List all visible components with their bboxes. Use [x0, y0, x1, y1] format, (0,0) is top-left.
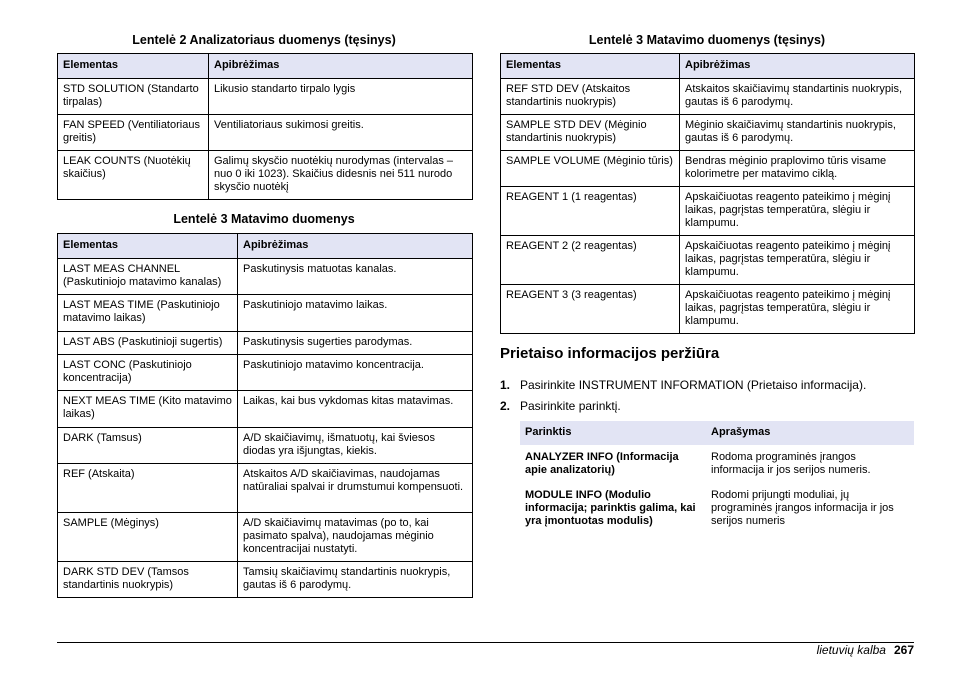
column-header: Apibrėžimas: [680, 54, 915, 79]
analyzer-data-table: [57, 53, 473, 200]
table-row: [58, 115, 473, 151]
table-row: [501, 115, 915, 151]
table-row: [501, 236, 915, 285]
element-cell: REAGENT 1 (1 reagentas): [501, 187, 680, 236]
description-cell: Rodoma programinės įrangos informacija ir jos serijos numeris.: [711, 451, 871, 476]
options-table: [520, 421, 914, 534]
page-footer: [817, 643, 914, 657]
description-cell: Rodomi prijungti moduliai, jų programinės įrangos informacija ir jos serijos numeris: [711, 489, 894, 527]
step-number: 2.: [500, 399, 511, 413]
table-header-row: [58, 234, 473, 259]
footer-language: lietuvių kalba: [816, 643, 886, 657]
definition-cell: Apskaičiuotas reagento pateikimo į mėginį laikas, pagrįstas temperatūra, slėgiu ir klampumu.: [680, 187, 915, 236]
step-text: Pasirinkite INSTRUMENT INFORMATION (Prietaiso informacija).: [520, 378, 867, 392]
element-cell: SAMPLE STD DEV (Mėginio standartinis nuokrypis): [501, 115, 680, 151]
step-1: [500, 378, 866, 392]
table-row: [501, 285, 915, 334]
definition-cell: Paskutinysis sugerties parodymas.: [238, 332, 473, 355]
table2-caption: Lentelė 2 Analizatoriaus duomenys (tęsinys): [132, 33, 396, 47]
table-row: [58, 259, 473, 295]
step-text: Pasirinkite parinktį.: [520, 399, 621, 413]
definition-cell: Bendras mėginio praplovimo tūris visame kolorimetre per matavimo ciklą.: [680, 151, 915, 187]
column-header: Elementas: [58, 54, 209, 79]
column-header: Elementas: [58, 234, 238, 259]
element-cell: LAST ABS (Paskutinioji sugertis): [58, 332, 238, 355]
definition-cell: Likusio standarto tirpalo lygis: [209, 79, 473, 115]
column-header: Aprašymas: [706, 421, 914, 445]
definition-cell: Mėginio skaičiavimų standartinis nuokrypis, gautas iš 6 parodymų.: [680, 115, 915, 151]
measurement-data-table: [57, 233, 473, 598]
element-cell: STD SOLUTION (Standarto tirpalas): [58, 79, 209, 115]
element-cell: LAST MEAS CHANNEL (Paskutiniojo matavimo kanalas): [58, 259, 238, 295]
table-row: [58, 332, 473, 355]
table-header-row: [520, 421, 914, 445]
definition-cell: Paskutinysis matuotas kanalas.: [238, 259, 473, 295]
definition-cell: Atskaitos A/D skaičiavimas, naudojamas natūraliai spalvai ir drumstumui kompensuoti.: [238, 464, 473, 513]
table-row: [58, 428, 473, 464]
column-header: Apibrėžimas: [209, 54, 473, 79]
element-cell: DARK (Tamsus): [58, 428, 238, 464]
option-cell: MODULE INFO (Modulio informacija; parinktis galima, kai yra įmontuotas modulis): [525, 489, 696, 527]
definition-cell: Apskaičiuotas reagento pateikimo į mėginį laikas, pagrįstas temperatūra, slėgiu ir klampumu.: [680, 236, 915, 285]
definition-cell: Apskaičiuotas reagento pateikimo į mėginį laikas, pagrįstas temperatūra, slėgiu ir klampumu.: [680, 285, 915, 334]
column-header: Apibrėžimas: [238, 234, 473, 259]
element-cell: FAN SPEED (Ventiliatoriaus greitis): [58, 115, 209, 151]
element-cell: DARK STD DEV (Tamsos standartinis nuokrypis): [58, 562, 238, 598]
element-cell: SAMPLE (Mėginys): [58, 513, 238, 562]
element-cell: REF (Atskaita): [58, 464, 238, 513]
column-header: Parinktis: [520, 421, 706, 445]
table-row: [501, 79, 915, 115]
table-row: [520, 445, 914, 483]
table-row: [58, 562, 473, 598]
table-row: [58, 355, 473, 391]
definition-cell: A/D skaičiavimų matavimas (po to, kai pasimato spalva), naudojamas mėginio koncentracijai nustatyti.: [238, 513, 473, 562]
element-cell: NEXT MEAS TIME (Kito matavimo laikas): [58, 391, 238, 428]
option-cell: ANALYZER INFO (Informacija apie analizatorių): [525, 451, 679, 476]
definition-cell: Atskaitos skaičiavimų standartinis nuokrypis, gautas iš 6 parodymų.: [680, 79, 915, 115]
element-cell: SAMPLE VOLUME (Mėginio tūris): [501, 151, 680, 187]
definition-cell: Laikas, kai bus vykdomas kitas matavimas.: [238, 391, 473, 428]
element-cell: LAST MEAS TIME (Paskutiniojo matavimo laikas): [58, 295, 238, 332]
element-cell: LEAK COUNTS (Nuotėkių skaičius): [58, 151, 209, 200]
definition-cell: Galimų skysčio nuotėkių nurodymas (intervalas – nuo 0 iki 1023). Skaičius didesnis nei 511 nurodo skysčio nuotėkį: [209, 151, 473, 200]
table-header-row: [58, 54, 473, 79]
table-row: [58, 151, 473, 200]
table-row: [58, 513, 473, 562]
table-row: [58, 79, 473, 115]
definition-cell: Tamsių skaičiavimų standartinis nuokrypis, gautas iš 6 parodymų.: [238, 562, 473, 598]
definition-cell: Paskutiniojo matavimo laikas.: [238, 295, 473, 332]
section-title: Prietaiso informacijos peržiūra: [500, 345, 720, 362]
element-cell: REAGENT 3 (3 reagentas): [501, 285, 680, 334]
table-row: [58, 391, 473, 428]
table3-caption: Lentelė 3 Matavimo duomenys: [173, 212, 355, 226]
table-row: [501, 187, 915, 236]
table-row: [58, 464, 473, 513]
step-2: [500, 399, 621, 413]
page-number: 267: [893, 643, 914, 657]
step-number: 1.: [500, 378, 511, 392]
column-header: Elementas: [501, 54, 680, 79]
element-cell: LAST CONC (Paskutiniojo koncentracija): [58, 355, 238, 391]
element-cell: REF STD DEV (Atskaitos standartinis nuokrypis): [501, 79, 680, 115]
footer-divider: [57, 642, 914, 643]
table-header-row: [501, 54, 915, 79]
element-cell: REAGENT 2 (2 reagentas): [501, 236, 680, 285]
table-row: [58, 295, 473, 332]
definition-cell: Paskutiniojo matavimo koncentracija.: [238, 355, 473, 391]
definition-cell: Ventiliatoriaus sukimosi greitis.: [209, 115, 473, 151]
table-row: [520, 483, 914, 534]
table3-continued-caption: Lentelė 3 Matavimo duomenys (tęsinys): [588, 33, 826, 47]
measurement-data-continued-table: [500, 53, 915, 334]
definition-cell: A/D skaičiavimų, išmatuotų, kai šviesos diodas yra išjungtas, kiekis.: [238, 428, 473, 464]
table-row: [501, 151, 915, 187]
